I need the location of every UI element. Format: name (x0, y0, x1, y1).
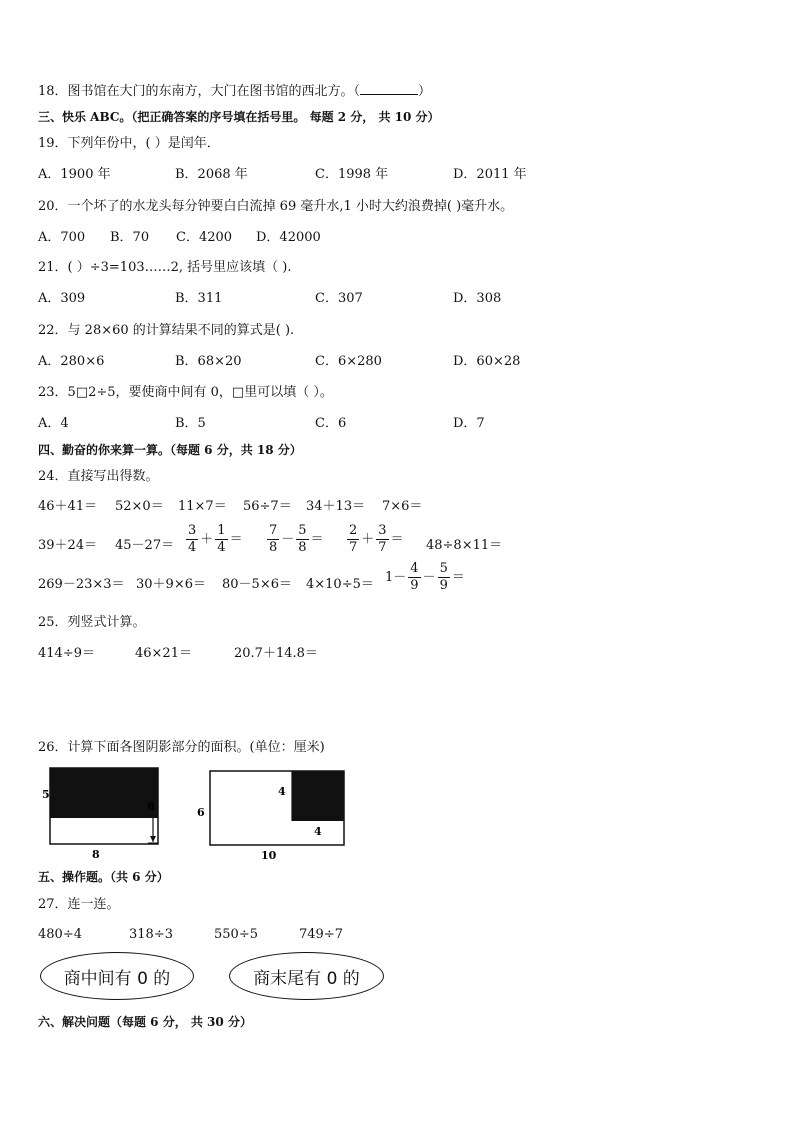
fraction-expression: $\frac{2}{7}$ ＋ $\frac{3}{7}$ ＝ (349, 523, 404, 555)
q19-option-a[interactable]: A．1900 年 (38, 167, 111, 182)
fig2-inner-top-label: 4 (278, 785, 286, 798)
fig2-bottom-label: 10 (261, 849, 277, 862)
q18-answer-blank[interactable] (360, 82, 418, 95)
section-4-heading: 四、勤奋的你来算一算。（每题 6 分，共 18 分） (38, 443, 302, 457)
calc-item: 52×0＝ (115, 499, 164, 514)
fig2-left-label: 6 (197, 806, 205, 819)
figure-1 (40, 764, 170, 864)
q19-option-d[interactable]: D．2011 年 (453, 167, 527, 182)
match-item[interactable]: 480÷4 (38, 927, 82, 942)
match-item[interactable]: 550÷5 (214, 927, 258, 942)
calc-item: 20.7＋14.8＝ (234, 646, 318, 661)
calc-item: 46＋41＝ (38, 499, 98, 514)
figure-2 (193, 764, 353, 864)
calc-item: 30＋9×6＝ (136, 577, 206, 592)
calc-item: 39＋24＝ (38, 538, 98, 553)
q21-option-b[interactable]: B．311 (175, 291, 223, 306)
q23-option-c[interactable]: C．6 (315, 416, 347, 431)
match-target-oval[interactable]: 商中间有 0 的 (40, 952, 194, 1000)
calc-item: 80－5×6＝ (222, 577, 292, 592)
fig1-bottom-label: 8 (92, 848, 100, 861)
q18-text: 18．图书馆在大门的东南方，大门在图书馆的西北方。（ (38, 84, 361, 99)
fraction-expression: 1－ $\frac{4}{9}$ － $\frac{5}{9}$ ＝ (385, 561, 465, 593)
q21-option-d[interactable]: D．308 (453, 291, 502, 306)
q21-option-c[interactable]: C．307 (315, 291, 363, 306)
q22-option-c[interactable]: C．6×280 (315, 354, 382, 369)
question-27: 27．连一连。 (38, 897, 120, 912)
question-19: 19．下列年份中，( ）是闰年． (38, 136, 220, 151)
calc-item: 4×10÷5＝ (306, 577, 374, 592)
q19-option-c[interactable]: C．1998 年 (315, 167, 389, 182)
q20-option-a[interactable]: A．700 (38, 230, 86, 245)
question-21: 21．( ）÷3=103……2, 括号里应该填（ ). (38, 260, 292, 275)
q20-option-c[interactable]: C．4200 (176, 230, 233, 245)
shaded-area (50, 768, 158, 818)
q19-option-b[interactable]: B．2068 年 (175, 167, 248, 182)
calc-item: 48÷8×11＝ (426, 538, 503, 553)
calc-item: 7×6＝ (382, 499, 423, 514)
fig1-right-label: 8 (147, 800, 155, 813)
q20-option-b[interactable]: B．70 (110, 230, 150, 245)
q22-option-d[interactable]: D．60×28 (453, 354, 521, 369)
fraction-expression: $\frac{7}{8}$ － $\frac{5}{8}$ ＝ (269, 523, 324, 555)
calc-item: 45－27＝ (115, 538, 175, 553)
q23-option-b[interactable]: B．5 (175, 416, 206, 431)
q22-option-b[interactable]: B．68×20 (175, 354, 242, 369)
calc-item: 414÷9＝ (38, 646, 95, 661)
question-25: 25．列竖式计算。 (38, 615, 146, 630)
fraction-expression: $\frac{3}{4}$ ＋ $\frac{1}{4}$ ＝ (188, 523, 243, 555)
fig2-inner-bottom-label: 4 (314, 825, 322, 838)
match-item[interactable]: 749÷7 (299, 927, 343, 942)
match-item[interactable]: 318÷3 (129, 927, 173, 942)
question-18 (38, 82, 431, 101)
fig1-left-label: 5 (42, 788, 50, 801)
question-23: 23．5□2÷5，要使商中间有 0，□里可以填（ ）。 (38, 385, 333, 400)
q20-option-d[interactable]: D．42000 (256, 230, 321, 245)
section-5-heading: 五、操作题。（共 6 分） (38, 870, 169, 884)
q18-close: ） (418, 84, 432, 99)
q22-option-a[interactable]: A．280×6 (38, 354, 105, 369)
calc-item: 56÷7＝ (243, 499, 292, 514)
question-26: 26．计算下面各图阴影部分的面积。(单位：厘米) (38, 740, 325, 755)
q23-option-d[interactable]: D．7 (453, 416, 485, 431)
q21-option-a[interactable]: A．309 (38, 291, 86, 306)
q23-option-a[interactable]: A．4 (38, 416, 69, 431)
calc-item: 11×7＝ (178, 499, 227, 514)
calc-item: 269－23×3＝ (38, 577, 125, 592)
question-20: 20．一个坏了的水龙头每分钟要白白流掉 69 毫升水,1 小时大约浪费掉( )毫升水。 (38, 199, 514, 214)
calc-item: 34＋13＝ (306, 499, 366, 514)
section-6-heading: 六、解决问题（每题 6 分， 共 30 分） (38, 1015, 252, 1029)
question-24: 24．直接写出得数。 (38, 469, 159, 484)
calc-item: 46×21＝ (135, 646, 192, 661)
shaded-area (292, 771, 344, 821)
match-target-oval[interactable]: 商末尾有 0 的 (229, 952, 384, 1000)
question-22: 22．与 28×60 的计算结果不同的算式是( ). (38, 323, 295, 338)
section-3-heading: 三、快乐 ABC。（把正确答案的序号填在括号里。 每题 2 分， 共 10 分） (38, 110, 440, 124)
